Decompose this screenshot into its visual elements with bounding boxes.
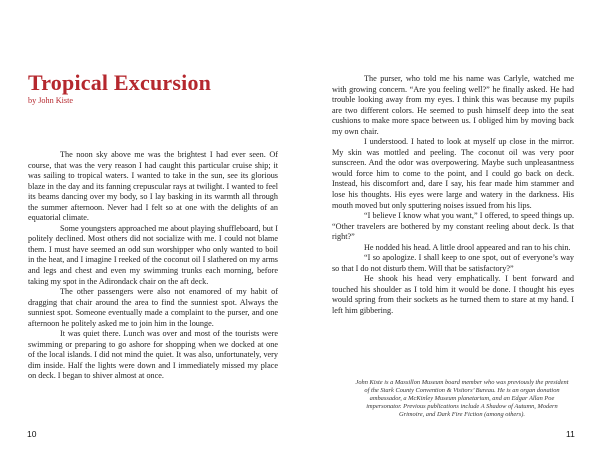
paragraph: Some youngsters approached me about playing shuffleboard, but I politely declined. Most others did not socialize with me. I could not blame them. I must have seemed an odd sun worshipper who only wanted to boil in the heat, and I imagine I reeked of the coconut oil I slathered on my arms and legs and chest and even my swimming trunks each morning, before taking my spot in the Adirondack chair on the aft deck. [28, 223, 278, 286]
page-number-left: 10 [27, 429, 37, 439]
paragraph: “I so apologize. I shall keep to one spot, out of everyone’s way so that I do not disturb them. Will that be satisfactory?” [332, 253, 574, 273]
paragraph: The other passengers were also not enamored of my habit of dragging that chair around the area to find the sunniest spot. Always the sunniest spot. Someone eventually made a complaint to the purser, and one afternoon he politely asked me to join him in the lounge. [28, 287, 278, 328]
right-page [300, 0, 600, 463]
author-bio: John Kiste is a Massillon Museum board member who was previously the president of the Stark County Convention & Visitors’ Bureau. He is an organ donation ambassador, a McKinley Museum planetarium, and an Edgar Allan Poe impersonator. Previous publications include A Shadow of Autumn, Modern Grimoire, and Dark Fire Fiction (among others). [355, 379, 569, 419]
paragraph: “I believe I know what you want,” I offered, to speed things up. “Other travelers are bothered by my constant reeling about deck. Is that right?” [332, 211, 574, 242]
paragraph: The purser, who told me his name was Carlyle, watched me with growing concern. “Are you feeling well?” he finally asked. He had trouble looking away from my eyes. I think this was because my pupils are two different colors. He seemed to push himself deep into the seat cushions to make more space between us. I obliged him by moving back my own chair. [332, 74, 574, 136]
paragraph: I understood. I hated to look at myself up close in the mirror. My skin was mottled and peeling. The coconut oil was very poor sunscreen. And the odor was overpowering. Maybe such unpleasantness would force him to come to the point, and I could go back on deck. Instead, his discomfort and, dare I say, his fear made him stammer and lose his thoughts. His eyes were large and watery in the darkness. His mouth moved but only sputtering noises issued from his lips. [332, 137, 574, 210]
left-text-column [28, 150, 278, 382]
story-title: Tropical Excursion [28, 70, 212, 95]
paragraph: It was quiet there. Lunch was over and most of the tourists were swimming or preparing to go ashore for shopping when we docked at one of the local islands. I did not mind the quiet. It was also, unfortunately, very dim inside. Half the lights were down and I immediately missed my place on deck. I began to shiver almost at once. [28, 329, 278, 381]
page-number-right: 11 [566, 429, 575, 439]
author-byline: by John Kiste [28, 96, 74, 105]
paragraph: He nodded his head. A little drool appeared and ran to his chin. [364, 242, 571, 252]
paragraph: He shook his head very emphatically. I bent forward and touched his shoulder as I told him it would be done. I thought his eyes would spring from their sockets as he turned them to stare at my hand. I left him gibbering. [332, 274, 574, 316]
right-text-column [332, 74, 574, 317]
paragraph: The noon sky above me was the brightest I had ever seen. Of course, that was the very reason I had caught this particular cruise ship; it was sailing to tropical waters. I wanted to take in the sun, see its glorious blaze in the day and its fanning crepuscular rays at twilight. I wanted to feel its beams dancing over my body, so I lay basking in its warmth all through the summer afternoon. Never had I felt so at one with the delights of an equatorial climate. [28, 150, 278, 223]
